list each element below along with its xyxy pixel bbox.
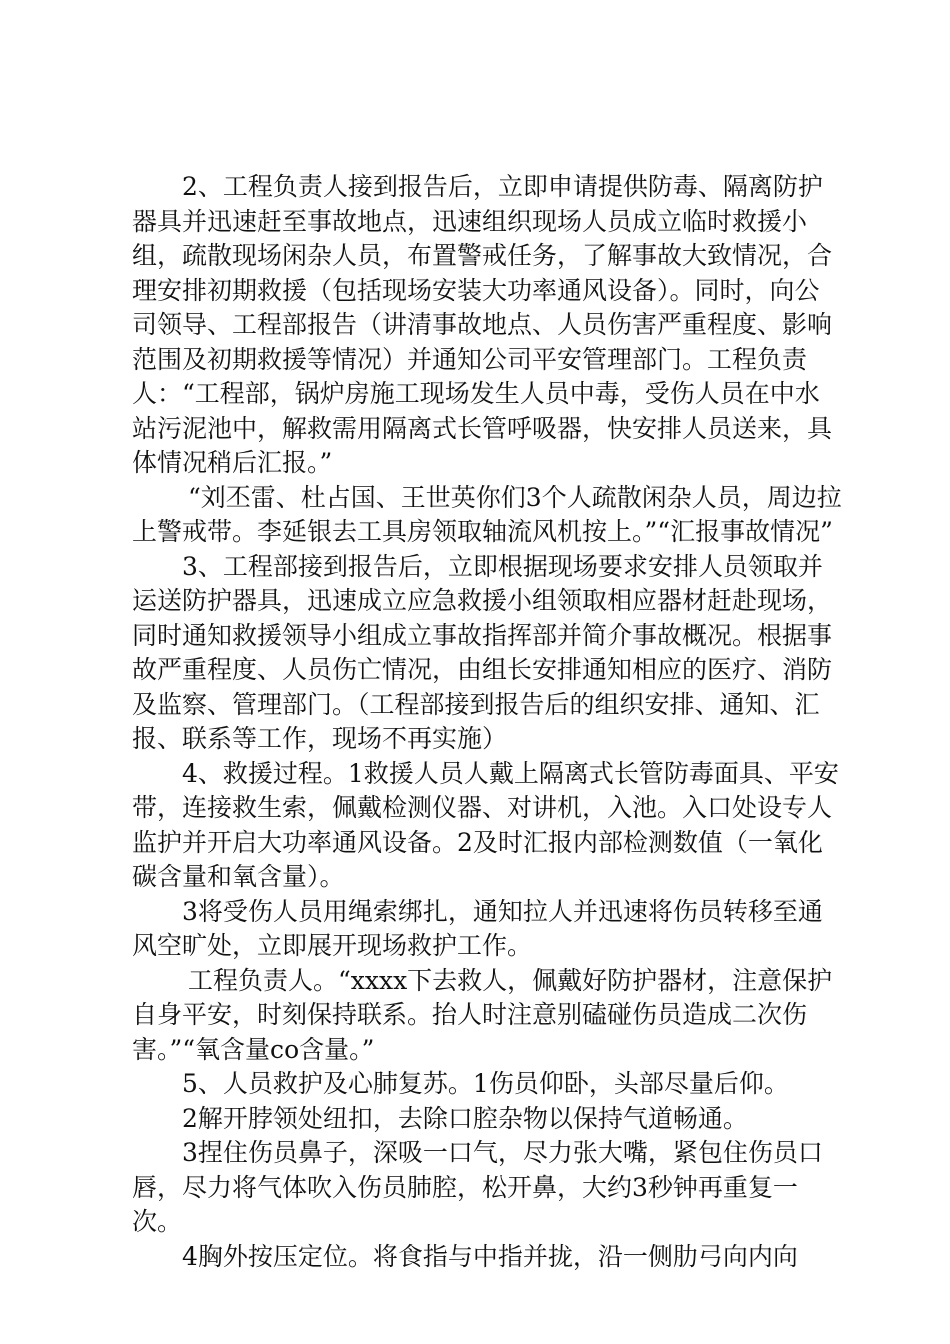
paragraph-cpr-step-1: 5、人员救护及心肺复苏。1伤员仰卧，头部尽量后仰。: [182, 1069, 789, 1098]
paragraph-engineering-dept-response: 3、工程部接到报告后，立即根据现场要求安排人员领取并运送防护器具，迅速成立应急救援小组领取相应器材赶赴现场，同时通知救援领导小组成立事故指挥部并简介事故概况。根据事故严重程度、人员伤亡情况，由组长安排通知相应的医疗、消防及监察、管理部门。（工程部接到报告后的组织安排、通知、汇报、联系等工作，现场不再实施）: [132, 551, 833, 753]
paragraph-leader-rescue-orders: 工程负责人。“xxxx下去救人，佩戴好防护器材，注意保护自身平安，时刻保持联系。抬人时注意别磕碰伤员造成二次伤害。”“氧含量co含量。”: [132, 965, 833, 1064]
paragraph-transfer-injured: 3将受伤人员用绳索绑扎，通知拉人并迅速将伤员转移至通风空旷处，立即展开现场救护工作。: [132, 896, 823, 960]
paragraph-rescue-process: 4、救援过程。1救援人员人戴上隔离式长管防毒面具、平安带，连接救生索，佩戴检测仪器、对讲机，入池。入口处设专人监护并开启大功率通风设备。2及时汇报内部检测数值（一氧化碳含量和氧含量）。: [132, 758, 839, 891]
paragraph-cpr-step-4: 4胸外按压定位。将食指与中指并拢，沿一侧肋弓向内向: [182, 1241, 798, 1271]
paragraph-cpr-step-2: 2解开脖领处纽扣，去除口腔杂物以保持气道畅通。: [182, 1103, 748, 1133]
paragraph-report-project-leader: 2、工程负责人接到报告后，立即申请提供防毒、隔离防护器具并迅速赶至事故地点，迅速组织现场人员成立临时救援小组，疏散现场闲杂人员，布置警戒任务，了解事故大致情况，合理安排初期救援（包括现场安装大功率通风设备）。同时，向公司领导、工程部报告（讲清事故地点、人员伤害严重程度、影响范围及初期救援等情况）并通知公司平安管理部门。工程负责人：“工程部，锅炉房施工现场发生人员中毒，受伤人员在中水站污泥池中，解救需用隔离式长管呼吸器，快安排人员送来，具体情况稍后汇报。”: [132, 172, 833, 477]
paragraph-leader-instructions: “刘丕雷、杜占国、王世英你们3个人疏散闲杂人员，周边拉上警戒带。李延银去工具房领取轴流风机按上。”“汇报事故情况”: [132, 482, 842, 546]
document-page: [132, 170, 842, 1274]
paragraph-cpr-step-3: 3捏住伤员鼻子，深吸一口气，尽力张大嘴，紧包住伤员口唇，尽力将气体吹入伤员肺腔，松开鼻，大约3秒钟再重复一次。: [132, 1138, 823, 1236]
